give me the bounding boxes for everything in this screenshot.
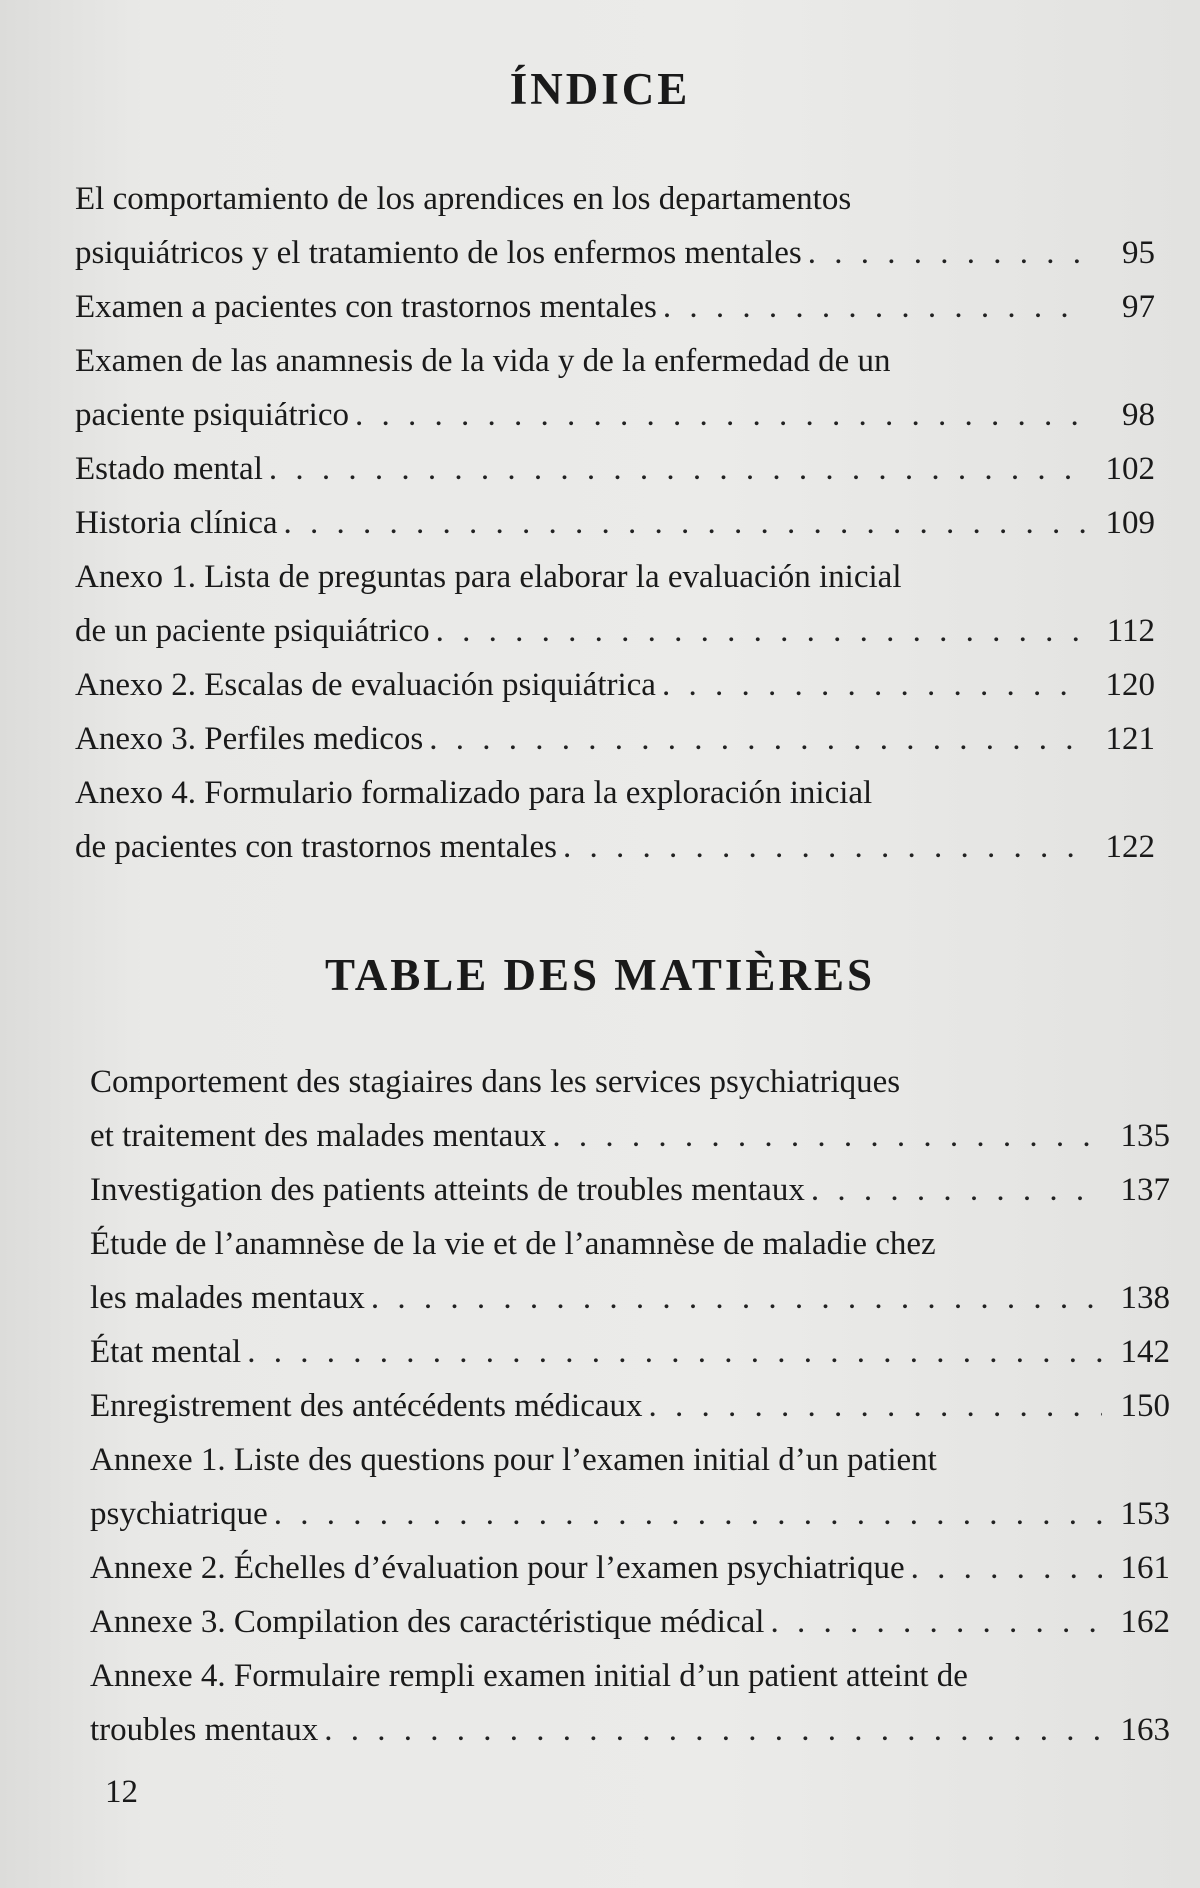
- toc-entry-title-line: El comportamiento de los aprendices en los departamentos: [75, 181, 852, 217]
- toc-entry-title: Anexo 2. Escalas de evaluación psiquiátrica: [75, 667, 656, 703]
- toc-page-number: 153: [1120, 1496, 1170, 1532]
- toc-entry: [90, 1055, 1170, 1163]
- toc-entry: [75, 550, 1155, 658]
- toc-entry-line: [90, 1541, 1170, 1595]
- dot-leader: [241, 1325, 1102, 1379]
- dot-leader: [268, 1487, 1102, 1541]
- toc-entry: [90, 1163, 1170, 1217]
- toc-entry-line: [75, 496, 1155, 550]
- toc-page-number: 121: [1105, 721, 1155, 757]
- toc-entry: [75, 280, 1155, 334]
- toc-entry-line: [75, 820, 1155, 874]
- toc-entry: [90, 1379, 1170, 1433]
- toc-page-number: 138: [1120, 1280, 1170, 1316]
- toc-page-number: 97: [1122, 289, 1155, 325]
- toc-page-number: 135: [1120, 1118, 1170, 1154]
- toc-entry-title-line: Anexo 1. Lista de preguntas para elaborar la evaluación inicial: [75, 559, 902, 595]
- toc-entry-title: troubles mentaux: [90, 1712, 319, 1748]
- french-index-heading: TABLE DES MATIÈRES: [325, 950, 875, 1000]
- toc-page-number: 137: [1120, 1172, 1170, 1208]
- spanish-index-section: [0, 58, 1200, 874]
- toc-page-number: 109: [1105, 505, 1155, 541]
- toc-entry-title: de un paciente psiquiátrico: [75, 613, 430, 649]
- toc-entry-line: [90, 1379, 1170, 1433]
- french-index-section: [0, 944, 1200, 1757]
- dot-leader: [546, 1109, 1102, 1163]
- spanish-toc-list: [0, 172, 1200, 874]
- toc-entry-title-line: Étude de l’anamnèse de la vie et de l’anamnèse de maladie chez: [90, 1226, 936, 1262]
- toc-entry: [90, 1541, 1170, 1595]
- dot-leader: [657, 280, 1087, 334]
- toc-page-number: 161: [1120, 1550, 1170, 1586]
- toc-page-number: 102: [1105, 451, 1155, 487]
- dot-leader: [423, 712, 1087, 766]
- toc-entry: [75, 712, 1155, 766]
- toc-entry-title: État mental: [90, 1334, 242, 1370]
- toc-entry-line: [90, 1163, 1170, 1217]
- toc-page-number: 142: [1120, 1334, 1170, 1370]
- dot-leader: [557, 820, 1087, 874]
- dot-leader: [263, 442, 1087, 496]
- toc-entry-line: [90, 1271, 1170, 1325]
- toc-entry-title: Enregistrement des antécédents médicaux: [90, 1388, 643, 1424]
- toc-entry-title: Anexo 3. Perfiles medicos: [75, 721, 424, 757]
- dot-leader: [430, 604, 1087, 658]
- toc-entry: [90, 1217, 1170, 1325]
- toc-entry: [75, 766, 1155, 874]
- toc-entry-title: Examen a pacientes con trastornos mentales: [75, 289, 657, 325]
- toc-entry-title: Investigation des patients atteints de troubles mentaux: [90, 1172, 805, 1208]
- toc-entry-title-line: Comportement des stagiaires dans les services psychiatriques: [90, 1064, 901, 1100]
- toc-entry-title: psychiatrique: [90, 1496, 268, 1532]
- toc-page-number: 98: [1122, 397, 1155, 433]
- spanish-index-heading: ÍNDICE: [509, 64, 691, 114]
- toc-entry-title: paciente psiquiátrico: [75, 397, 349, 433]
- toc-entry-line: [75, 280, 1155, 334]
- toc-entry: [90, 1433, 1170, 1541]
- toc-entry-line: [90, 1703, 1170, 1757]
- toc-entry: [90, 1595, 1170, 1649]
- toc-entry-line: [75, 712, 1155, 766]
- toc-entry-title-line: Examen de las anamnesis de la vida y de la enfermedad de un: [75, 343, 891, 379]
- toc-entry: [75, 172, 1155, 280]
- toc-page-number: 162: [1120, 1604, 1170, 1640]
- dot-leader: [802, 226, 1087, 280]
- toc-entry: [75, 658, 1155, 712]
- toc-entry-title: Estado mental: [75, 451, 263, 487]
- toc-page-number: 120: [1105, 667, 1155, 703]
- toc-entry-title: Annexe 2. Échelles d’évaluation pour l’examen psychiatrique: [90, 1550, 905, 1586]
- toc-entry-line: [75, 226, 1155, 280]
- toc-page-number: 95: [1122, 235, 1155, 271]
- dot-leader: [365, 1271, 1102, 1325]
- page-number: 12: [105, 1774, 138, 1810]
- toc-entry: [75, 442, 1155, 496]
- dot-leader: [278, 496, 1087, 550]
- toc-entry-title-line: Anexo 4. Formulario formalizado para la exploración inicial: [75, 775, 873, 811]
- toc-entry: [75, 334, 1155, 442]
- toc-entry: [90, 1649, 1170, 1757]
- toc-entry: [75, 496, 1155, 550]
- toc-entry-title: de pacientes con trastornos mentales: [75, 829, 557, 865]
- toc-entry: [90, 1325, 1170, 1379]
- toc-entry-title-line: Annexe 1. Liste des questions pour l’examen initial d’un patient: [90, 1442, 937, 1478]
- toc-entry-title-line: Annexe 4. Formulaire rempli examen initial d’un patient atteint de: [90, 1658, 968, 1694]
- dot-leader: [643, 1379, 1102, 1433]
- toc-entry-title: les malades mentaux: [90, 1280, 365, 1316]
- toc-entry-line: [90, 1487, 1170, 1541]
- toc-entry-line: [75, 658, 1155, 712]
- toc-entry-title: Annexe 3. Compilation des caractéristique médical: [90, 1604, 765, 1640]
- dot-leader: [318, 1703, 1102, 1757]
- toc-page-number: 150: [1120, 1388, 1170, 1424]
- toc-entry-line: [90, 1595, 1170, 1649]
- dot-leader: [764, 1595, 1102, 1649]
- french-toc-list: [0, 1055, 1200, 1757]
- toc-entry-line: [75, 604, 1155, 658]
- dot-leader: [349, 388, 1087, 442]
- toc-entry-line: [90, 1109, 1170, 1163]
- dot-leader: [905, 1541, 1102, 1595]
- toc-entry-line: [75, 388, 1155, 442]
- toc-entry-line: [75, 442, 1155, 496]
- toc-entry-title: et traitement des malades mentaux: [90, 1118, 547, 1154]
- toc-page-number: 122: [1105, 829, 1155, 865]
- toc-entry-title: psiquiátricos y el tratamiento de los enfermos mentales: [75, 235, 802, 271]
- toc-page-number: 112: [1106, 613, 1155, 649]
- toc-entry-title: Historia clínica: [75, 505, 278, 541]
- toc-page-number: 163: [1120, 1712, 1170, 1748]
- dot-leader: [656, 658, 1087, 712]
- toc-entry-line: [90, 1325, 1170, 1379]
- dot-leader: [805, 1163, 1102, 1217]
